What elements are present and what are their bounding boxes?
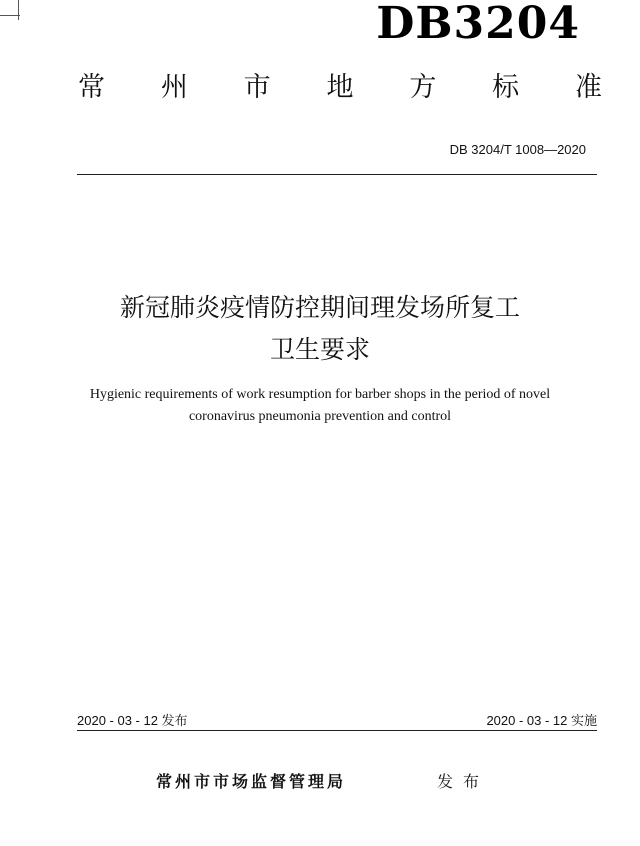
standard-type-char: 准 <box>574 72 602 103</box>
publish-label: 发布 <box>437 772 490 791</box>
implementation-date: 2020 - 03 - 12 实施 <box>486 713 597 728</box>
title-chinese-line-1: 新冠肺炎疫情防控期间理发场所复工 <box>119 293 520 322</box>
standard-type-char: 标 <box>492 72 520 103</box>
page-corner-mark-horizontal <box>0 15 20 16</box>
header-divider <box>77 174 597 175</box>
footer-divider <box>77 730 597 731</box>
issue-date: 2020 - 03 - 12 发布 <box>77 713 188 728</box>
standard-number: DB 3204/T 1008—2020 <box>449 142 586 157</box>
title-english-line-2: coronavirus pneumonia prevention and control <box>188 409 452 424</box>
standard-type-char: 地 <box>326 72 354 103</box>
title-english-line-1: Hygienic requirements of work resumption for barber shops in the period of novel <box>89 387 551 402</box>
standard-code: DB3204 <box>376 0 580 49</box>
standard-type-char: 市 <box>243 72 271 103</box>
standard-type-char: 州 <box>160 72 188 103</box>
standard-type-char: 常 <box>78 72 105 103</box>
standard-type-heading <box>78 70 602 106</box>
publisher-name: 常州市市场监督管理局 <box>156 772 347 791</box>
title-chinese-line-2: 卫生要求 <box>269 335 370 364</box>
page-corner-mark-vertical <box>18 0 19 20</box>
standard-type-char: 方 <box>409 72 437 103</box>
